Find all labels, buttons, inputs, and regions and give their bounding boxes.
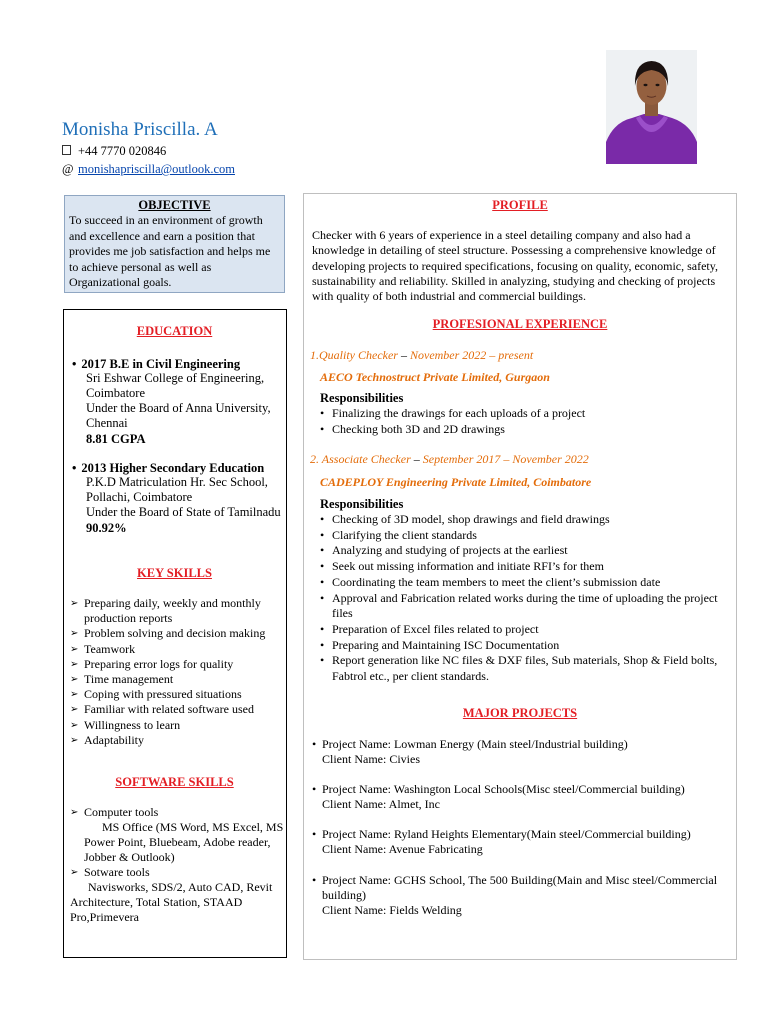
- education-line: Under the Board of Anna University,: [86, 401, 271, 415]
- job-role: 2. Associate Checker: [310, 452, 411, 466]
- right-column: [303, 193, 737, 960]
- responsibilities-list: [320, 406, 720, 437]
- project-name: • Project Name: GCHS School, The 500 Building(Main and Misc steel/Commercial building): [312, 873, 722, 903]
- education-item: [72, 461, 282, 536]
- list-item: • Preparation of Excel files related to project: [320, 622, 720, 638]
- list-item: • Checking both 3D and 2D drawings: [320, 422, 720, 438]
- key-skills-list: [70, 596, 284, 748]
- software-skills-title: SOFTWARE SKILLS: [115, 775, 234, 789]
- project-item: [312, 737, 722, 767]
- list-item: [70, 805, 284, 865]
- profile-photo: [606, 50, 697, 164]
- job-company: AECO Technostruct Private Limited, Gurgaon: [320, 370, 550, 384]
- list-item: • Checking of 3D model, shop drawings and field drawings: [320, 512, 720, 528]
- projects-title: MAJOR PROJECTS: [462, 706, 578, 720]
- list-item: ➢ Familiar with related software used: [70, 702, 284, 717]
- email-line: [62, 161, 235, 177]
- software-group-detail: Navisworks, SDS/2, Auto CAD, Revit Architecture, Total Station, STAAD Pro,Primevera: [70, 880, 273, 925]
- objective-box: [64, 195, 285, 293]
- job-dates: November 2022 – present: [409, 348, 534, 362]
- at-symbol: @: [62, 162, 74, 176]
- responsibilities-label: Responsibilities: [320, 497, 404, 511]
- job-company: CADEPLOY Engineering Private Limited, Coimbatore: [320, 475, 592, 489]
- list-item: [70, 865, 284, 925]
- list-item: • Seek out missing information and initiate RFI’s for them: [320, 559, 720, 575]
- education-line: Chennai: [86, 416, 128, 430]
- objective-text: To succeed in an environment of growth and excellence and earn a position that provides me job satisfaction and helps me to achieve personal as well as Organizational goals.: [69, 213, 271, 289]
- list-item: ➢ Preparing error logs for quality: [70, 657, 284, 672]
- project-name: • Project Name: Lowman Energy (Main steel/Industrial building): [312, 737, 722, 752]
- software-group-label: ➢ Sotware tools: [84, 865, 150, 880]
- email-link[interactable]: monishapriscilla@outlook.com: [78, 162, 235, 176]
- list-item: ➢ Willingness to learn: [70, 718, 284, 733]
- list-item: • Clarifying the client standards: [320, 528, 720, 544]
- education-line: Under the Board of State of Tamilnadu: [86, 505, 281, 519]
- job-sep: –: [397, 348, 410, 362]
- education-degree: • 2017 B.E in Civil Engineering: [72, 357, 282, 371]
- project-item: [312, 827, 722, 857]
- project-item: [312, 873, 722, 918]
- education-line: Pollachi, Coimbatore: [86, 490, 193, 504]
- education-grade: 90.92%: [86, 521, 127, 535]
- profile-text: Checker with 6 years of experience in a steel detailing company and also had a knowledge in detailing of steel structure. Possessing a comprehensive knowledge of developing projects to required specifications, focusing on quality, economic, safety, sustainability and reliability. Skilled in analyzing, studying and checking of projects with quality of both industrial and commercial buildings.: [312, 228, 718, 304]
- education-item: [72, 357, 282, 447]
- phone-line: [62, 143, 166, 159]
- software-group-detail: MS Office (MS Word, MS Excel, MS Power Point, Bluebeam, Adobe reader, Jobber & Outlook): [84, 820, 284, 865]
- job-title: [310, 452, 589, 466]
- experience-title: PROFESIONAL EXPERIENCE: [432, 317, 608, 331]
- candidate-name: Monisha Priscilla. A: [62, 119, 218, 140]
- phone-icon: [62, 143, 78, 159]
- software-skills-list: [70, 805, 284, 925]
- list-item: • Finalizing the drawings for each uploads of a project: [320, 406, 720, 422]
- software-group-label: ➢ Computer tools: [84, 805, 159, 819]
- education-line: Sri Eshwar College of Engineering,: [86, 371, 265, 385]
- list-item: • Analyzing and studying of projects at the earliest: [320, 543, 720, 559]
- phone-number: +44 7770 020846: [78, 144, 167, 158]
- list-item: ➢ Teamwork: [70, 642, 284, 657]
- client-name: Client Name: Civies: [322, 752, 420, 766]
- education-degree: • 2013 Higher Secondary Education: [72, 461, 282, 475]
- education-line: P.K.D Matriculation Hr. Sec School,: [86, 475, 268, 489]
- job-dates: September 2017 – November 2022: [422, 452, 589, 466]
- left-column: [63, 309, 287, 958]
- job-role: 1.Quality Checker: [310, 348, 398, 362]
- education-grade: 8.81 CGPA: [86, 432, 146, 446]
- list-item: • Approval and Fabrication related works during the time of uploading the project files: [320, 591, 720, 622]
- key-skills-title: KEY SKILLS: [137, 566, 212, 580]
- responsibilities-list: [320, 512, 720, 685]
- project-item: [312, 782, 722, 812]
- project-name: • Project Name: Ryland Heights Elementary(Main steel/Commercial building): [312, 827, 722, 842]
- list-item: ➢ Coping with pressured situations: [70, 687, 284, 702]
- job-sep: –: [410, 452, 423, 466]
- responsibilities-label: Responsibilities: [320, 391, 404, 405]
- profile-title: PROFILE: [492, 198, 548, 212]
- list-item: ➢ Time management: [70, 672, 284, 687]
- list-item: • Coordinating the team members to meet the client’s submission date: [320, 575, 720, 591]
- client-name: Client Name: Fields Welding: [322, 903, 462, 917]
- list-item: ➢ Preparing daily, weekly and monthly production reports: [70, 596, 284, 626]
- list-item: ➢ Problem solving and decision making: [70, 626, 284, 641]
- client-name: Client Name: Almet, Inc: [322, 797, 440, 811]
- job-title: [310, 348, 533, 362]
- list-item: ➢ Adaptability: [70, 733, 284, 748]
- project-name: • Project Name: Washington Local Schools(Misc steel/Commercial building): [312, 782, 722, 797]
- education-line: Coimbatore: [86, 386, 146, 400]
- client-name: Client Name: Avenue Fabricating: [322, 842, 483, 856]
- list-item: • Preparing and Maintaining ISC Documentation: [320, 638, 720, 654]
- list-item: • Report generation like NC files & DXF files, Sub materials, Shop & Field bolts, Fabtrol etc., per client standards.: [320, 653, 720, 684]
- education-title: EDUCATION: [136, 324, 213, 338]
- objective-title: OBJECTIVE: [138, 198, 211, 212]
